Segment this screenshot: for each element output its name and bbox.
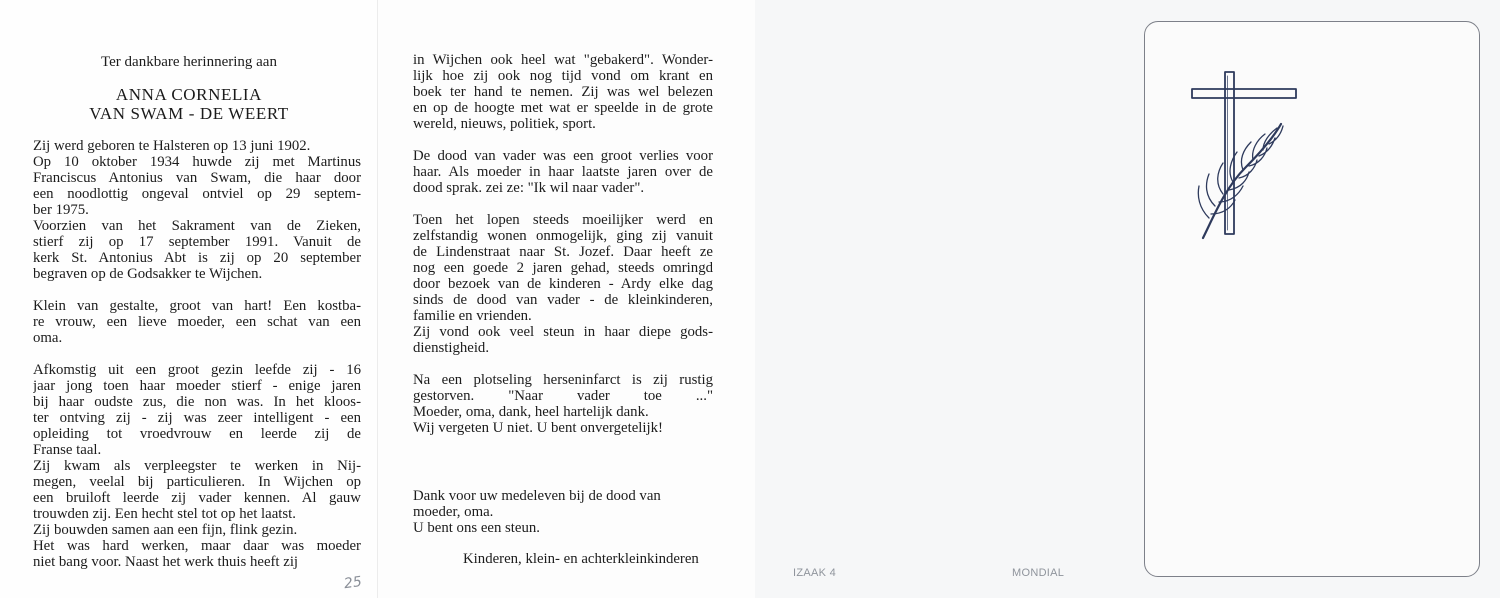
text-line: bij haar oudste zus, die non was. In het kloos- (33, 394, 361, 410)
text-line: Na een plotseling herseninfarct is zij rustig (413, 372, 713, 388)
text-line: lijk hoe zij ook nog tijd vond om krant en (413, 68, 713, 84)
deceased-name-line2: VAN SWAM - DE WEERT (89, 104, 289, 123)
thanks-line: U bent ons een steun. (413, 520, 540, 536)
text-line: Zij bouwden samen aan een fijn, flink gezin. (33, 522, 298, 538)
family-signature: Kinderen, klein- en achterkleinkinderen (463, 551, 699, 567)
intro-line: Ter dankbare herinnering aan (101, 54, 277, 70)
text-line: kerk St. Antonius Abt is zij op 20 september (33, 250, 361, 266)
text-line: stierf zij op 17 september 1991. Vanuit de (33, 234, 361, 250)
text-line: opleiding tot vroedvrouw en leerde zij de (33, 426, 361, 442)
text-line: Toen het lopen steeds moeilijker werd en (413, 212, 713, 228)
palm-leaves-left (1198, 128, 1277, 218)
text-line: Wij vergeten U niet. U bent onvergetelijk! (413, 420, 663, 436)
thanks-line: moeder, oma. (413, 504, 494, 520)
text-line: gestorven. "Naar vader toe ..." (413, 388, 713, 404)
text-line: ter ontving zij - zij was zeer intelligent - een (33, 410, 361, 426)
text-line: Franse taal. (33, 442, 102, 458)
footer-bible-reference: IZAAK 4 (793, 567, 837, 579)
text-line: re vrouw, een lieve moeder, een schat van een (33, 314, 361, 330)
text-line: Klein van gestalte, groot van hart! Een kostba- (33, 298, 361, 314)
text-line: familie en vrienden. (413, 308, 532, 324)
text-line: Op 10 oktober 1934 huwde zij met Martinus (33, 154, 361, 170)
text-line: ber 1975. (33, 202, 89, 218)
text-line: Zij vond ook veel steun in haar diepe gods- (413, 324, 713, 340)
text-line: een bruiloft leerde zij vader kennen. Al gauw (33, 490, 361, 506)
text-line: en op de hoogte met wat er speelde in de grote (413, 100, 713, 116)
text-paragraph (33, 298, 361, 346)
thanks-message (413, 488, 713, 536)
text-line: oma. (33, 330, 63, 346)
text-line: door bezoek van de kinderen - Ardy elke dag (413, 276, 713, 292)
cross-with-palm-branch-icon (1185, 68, 1305, 244)
text-line: een noodlottig ongeval ontviel op 29 septem- (33, 186, 361, 202)
text-line: Het was hard werken, maar daar was moeder (33, 538, 361, 554)
text-line: dienstigheid. (413, 340, 490, 356)
palm-stem (1203, 124, 1281, 238)
text-line: wereld, nieuws, politiek, sport. (413, 116, 596, 132)
cross-horizontal-beam (1192, 89, 1296, 98)
text-paragraph (33, 138, 361, 282)
text-line: in Wijchen ook heel wat "gebakerd". Wonder- (413, 52, 713, 68)
text-line: niet bang voor. Naast het werk thuis heeft zij (33, 554, 299, 570)
deceased-name-line1: ANNA CORNELIA (115, 85, 263, 104)
text-line: Moeder, oma, dank, heel hartelijk dank. (413, 404, 649, 420)
thanks-line: Dank voor uw medeleven bij de dood van (413, 488, 661, 504)
text-line: dood sprak. zei ze: "Ik wil naar vader". (413, 180, 645, 196)
text-line: De dood van vader was een groot verlies voor (413, 148, 713, 164)
biography-middle (413, 52, 713, 436)
text-line: zelfstandig wonen onmogelijk, ging zij vanuit (413, 228, 713, 244)
text-line: Afkomstig uit een groot gezin leefde zij - 16 (33, 362, 361, 378)
text-line: boek ter hand te nemen. Zij was wel belezen (413, 84, 713, 100)
text-line: Franciscus Antonius van Swam, die haar door (33, 170, 361, 186)
text-paragraph (413, 52, 713, 132)
text-line: jaar jong toen haar moeder stierf - enige jaren (33, 378, 361, 394)
text-line: sinds de dood van vader - de kleinkinderen, (413, 292, 713, 308)
pencil-annotation: 25 (342, 573, 363, 593)
text-paragraph (413, 372, 713, 436)
text-line: Zij kwam als verpleegster te werken in Nij- (33, 458, 361, 474)
text-paragraph (413, 212, 713, 356)
text-line: Voorzien van het Sakrament van de Zieken, (33, 218, 361, 234)
text-line: begraven op de Godsakker te Wijchen. (33, 266, 263, 282)
text-paragraph (413, 148, 713, 196)
text-line: haar. Als moeder in haar laatste jaren over de (413, 164, 713, 180)
text-line: trouwden zij. Een hecht stel tot op het laatst. (33, 506, 296, 522)
text-line: de Lindenstraat naar St. Jozef. Daar heeft ze (413, 244, 713, 260)
text-paragraph (33, 362, 361, 570)
biography-left (33, 138, 361, 570)
text-line: nog een goede 2 jaren gehad, steeds omringd (413, 260, 713, 276)
text-line: Zij werd geboren te Halsteren op 13 juni 1902. (33, 138, 311, 154)
text-line: megen, veelal bij particulieren. In Wijchen op (33, 474, 361, 490)
footer-publisher: MONDIAL (1012, 567, 1065, 579)
